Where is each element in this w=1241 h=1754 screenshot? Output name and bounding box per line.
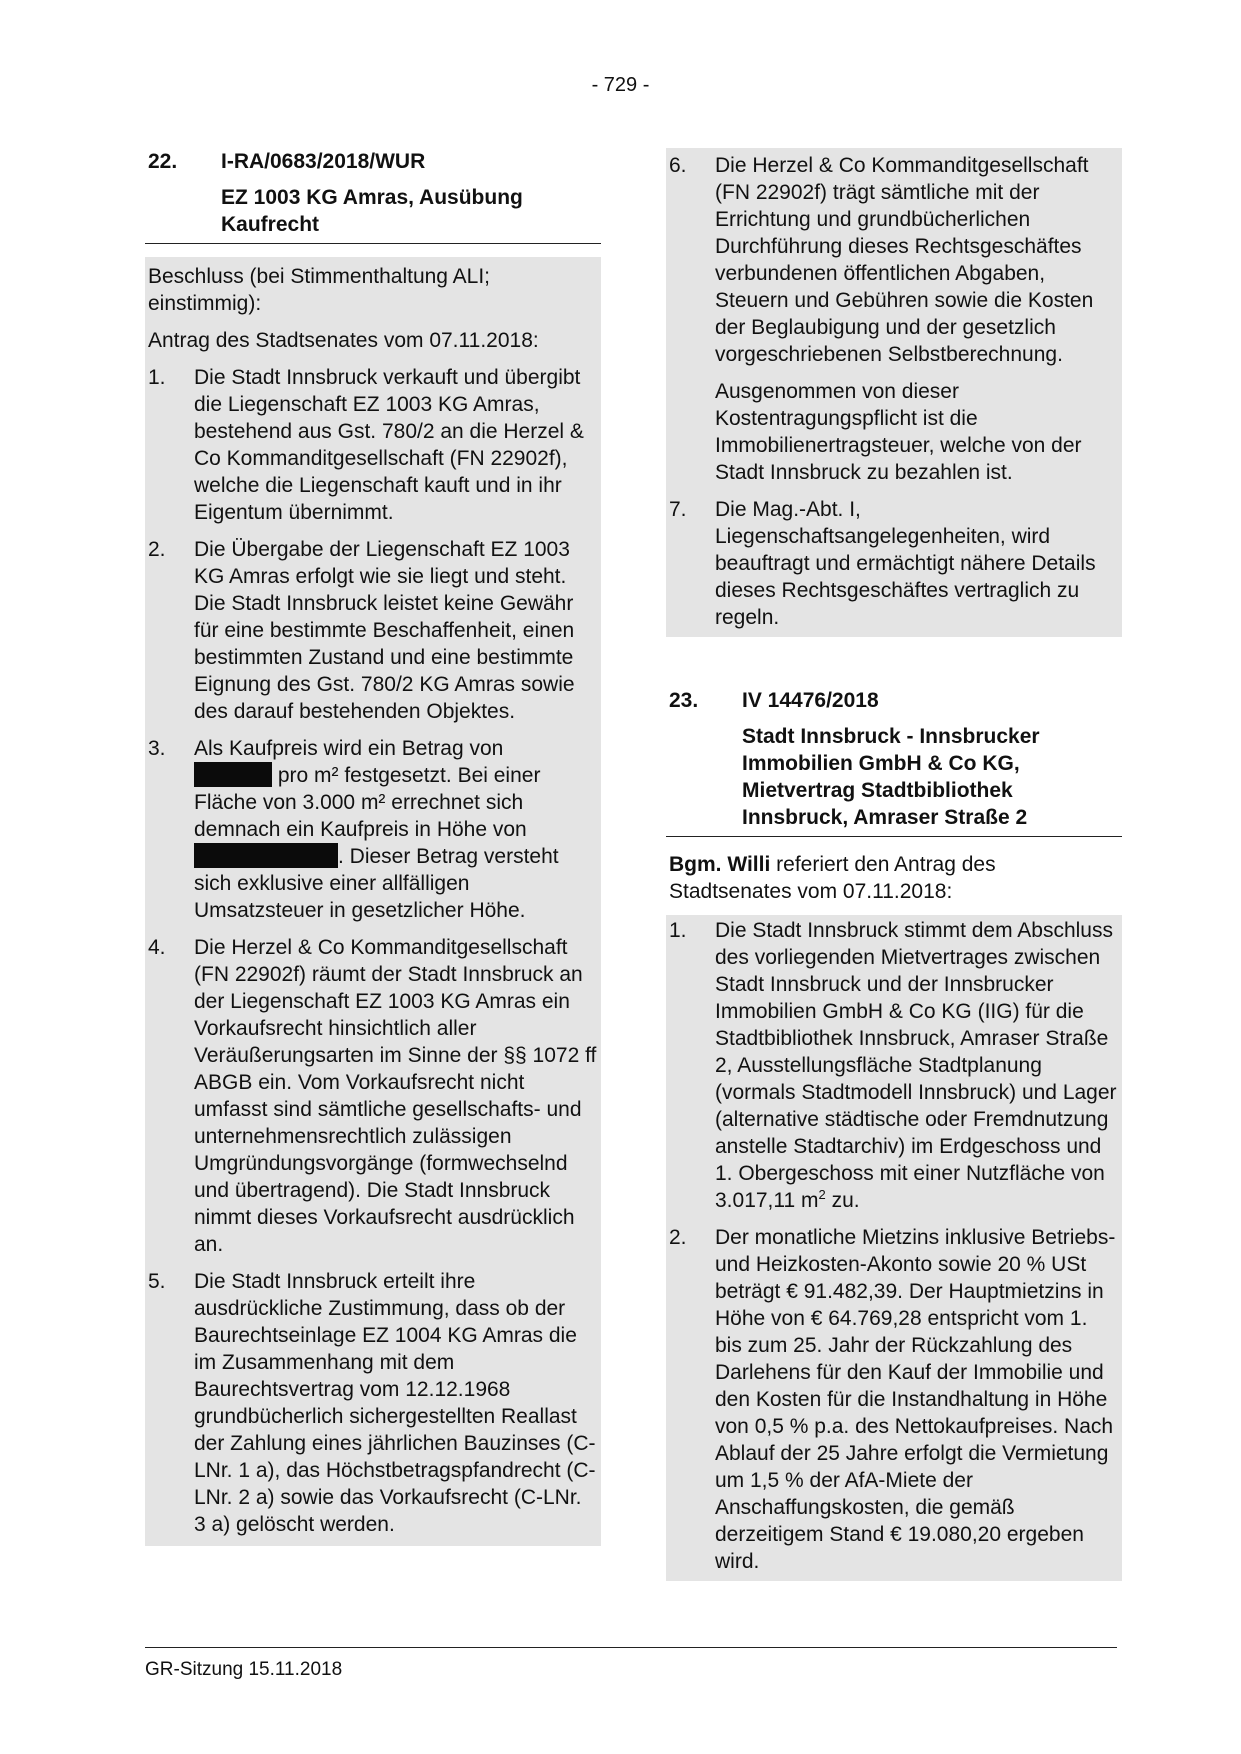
item-subparagraph: Ausgenommen von dieser Kostentragungspflicht ist die Immobilienertragsteuer, welche von der Stadt Innsbruck zu bezahlen ist. [715, 380, 1082, 484]
section-22-continued [666, 148, 1122, 637]
list-item [669, 1224, 1118, 1575]
motion-text: Antrag des Stadtsenates vom 07.11.2018: [148, 329, 539, 352]
list-item [148, 735, 597, 924]
superscript: 2 [818, 1187, 826, 1202]
footer-text: GR-Sitzung 15.11.2018 [145, 1659, 343, 1680]
item-text [715, 917, 1118, 1214]
redaction-box [194, 762, 272, 787]
section-23-title: Stadt Innsbruck - Innsbrucker Immobilien GmbH & Co KG, Mietvertrag Stadtbibliothek Innsbruck, Amraser Straße 2 [742, 725, 1040, 829]
item-text: Die Herzel & Co Kommanditgesellschaft (FN 22902f) trägt sämtliche mit der Errichtung und grundbücherlichen Durchführung dieses Rechtsgeschäftes verbundenen öffentlichen Abgaben, Steuern und Gebühren sowie die Kosten der Beglaubigung und der gesetzlich vorgeschriebenen Selbstberechnung. [715, 154, 1094, 366]
item-number: 3. [148, 737, 166, 760]
footer-rule [145, 1647, 1117, 1648]
item-number: 1. [148, 366, 166, 389]
right-column [666, 148, 1122, 1581]
item-text: Die Übergabe der Liegenschaft EZ 1003 KG Amras erfolgt wie sie liegt und steht. Die Stadt Innsbruck leistet keine Gewähr für eine bestimmte Beschaffenheit, einen bestimmten Zustand und eine bestimmte Eignung des Gst. 780/2 KG Amras sowie des darauf bestehenden Objektes. [194, 538, 575, 723]
item-number: 5. [148, 1270, 166, 1293]
section-22-rule [145, 243, 601, 244]
item-text-part: . Dieser Betrag versteht sich exklusive einer allfälligen Umsatzsteuer in gesetzlicher Höhe. [194, 845, 559, 922]
list-item [148, 536, 597, 725]
left-column [145, 148, 601, 1546]
list-item [669, 152, 1118, 486]
item-number: 1. [669, 919, 687, 942]
item-text: Der monatliche Mietzins inklusive Betriebs- und Heizkosten-Akonto sowie 20 % USt beträgt € 91.482,39. Der Hauptmietzins in Höhe von € 64.769,28 entspricht vom 1. bis zum 25. Jahr der Rückzahlung des Darlehens für den Kauf der Immobilie und den Kosten für die Instandhaltung in Höhe von 0,5 % p.a. des Nettokaufpreises. Nach Ablauf der 25 Jahre erfolgt die Vermietung um 1,5 % der AfA-Miete der Anschaffungskosten, die gemäß derzeitigem Stand € 19.080,20 ergeben wird. [715, 1226, 1116, 1573]
item-text [194, 735, 597, 924]
speaker-paragraph [666, 851, 1122, 905]
list-item [148, 1268, 597, 1538]
item-number: 7. [669, 498, 687, 521]
decision-text: Beschluss (bei Stimmenthaltung ALI; einstimmig): [148, 265, 491, 315]
item-text: Die Mag.-Abt. I, Liegenschaftsangelegenheiten, wird beauftragt und ermächtigt nähere Details dieses Rechtsgeschäftes vertraglich zu regeln. [715, 498, 1096, 629]
section-23-rule [666, 836, 1122, 837]
speaker-name: Bgm. Willi [669, 853, 771, 876]
section-23-heading [666, 687, 1122, 831]
section-22-title: EZ 1003 KG Amras, Ausübung Kaufrecht [221, 186, 523, 236]
item-text: Die Stadt Innsbruck verkauft und übergibt die Liegenschaft EZ 1003 KG Amras, bestehend aus Gst. 780/2 an die Herzel & Co Kommanditgesellschaft (FN 22902f), welche die Liegenschaft kauft und in ihr Eigentum übernimmt. [194, 366, 584, 524]
item-number: 2. [148, 538, 166, 561]
list-item [669, 496, 1118, 631]
redaction-box [194, 843, 338, 868]
item-text: Die Stadt Innsbruck erteilt ihre ausdrückliche Zustimmung, dass ob der Baurechtseinlage EZ 1004 KG Amras die im Zusammenhang mit dem Baurechtsvertrag vom 12.12.1968 grundbücherlich sichergestellten Reallast der Zahlung eines jährlichen Bauzinses (C-LNr. 1 a), das Höchstbetragspfandrecht (C-LNr. 2 a) sowie das Vorkaufsrecht (C-LNr. 3 a) gelöscht werden. [194, 1270, 596, 1536]
item-text: Die Herzel & Co Kommanditgesellschaft (FN 22902f) räumt der Stadt Innsbruck an der Liegenschaft EZ 1003 KG Amras ein Vorkaufsrecht hinsichtlich aller Veräußerungsarten im Sinne der §§ 1072 ff ABGB ein. Vom Vorkaufsrecht nicht umfasst sind sämtliche gesellschafts- und unternehmensrechtlich zulässigen Umgründungsvorgänge (formwechselnd und übertragend). Die Stadt Innsbruck nimmt dieses Vorkaufsrecht ausdrücklich an. [194, 936, 597, 1256]
item-text-part: Die Stadt Innsbruck stimmt dem Abschluss des vorliegenden Mietvertrages zwischen Stadt Innsbruck und der Innsbrucker Immobilien GmbH & Co KG (IIG) für die Stadtbibliothek Innsbruck, Amraser Straße 2, Ausstellungsfläche Stadtplanung (vormals Stadtmodell Innsbruck) und Lager (alternative städtische oder Fremdnutzung anstelle Stadtarchiv) im Erdgeschoss und 1. Obergeschoss mit einer Nutzfläche von 3.017,11 m [715, 919, 1117, 1212]
item-text-part: zu. [825, 1189, 860, 1212]
list-item [148, 934, 597, 1258]
item-number: 6. [669, 154, 687, 177]
section-22-body [145, 257, 601, 1546]
item-text-part: pro m² festgesetzt. Bei einer Fläche von 3.000 m² errechnet sich demnach ein Kaufpreis in Höhe von [194, 764, 541, 841]
page-number: - 729 - [591, 74, 650, 96]
section-22-number: 22. [148, 150, 178, 173]
item-text-part: Als Kaufpreis wird ein Betrag von [194, 737, 504, 760]
item-number: 4. [148, 936, 166, 959]
item-number: 2. [669, 1226, 687, 1249]
list-item [148, 364, 597, 526]
section-23-number: 23. [669, 689, 699, 712]
speaker-text: referiert den Antrag des Stadtsenates vom 07.11.2018: [669, 853, 996, 903]
section-22-heading [145, 148, 601, 238]
section-23-code: IV 14476/2018 [742, 689, 879, 712]
section-22-code: I-RA/0683/2018/WUR [221, 150, 426, 173]
section-23-body [666, 915, 1122, 1581]
list-item [669, 917, 1118, 1214]
